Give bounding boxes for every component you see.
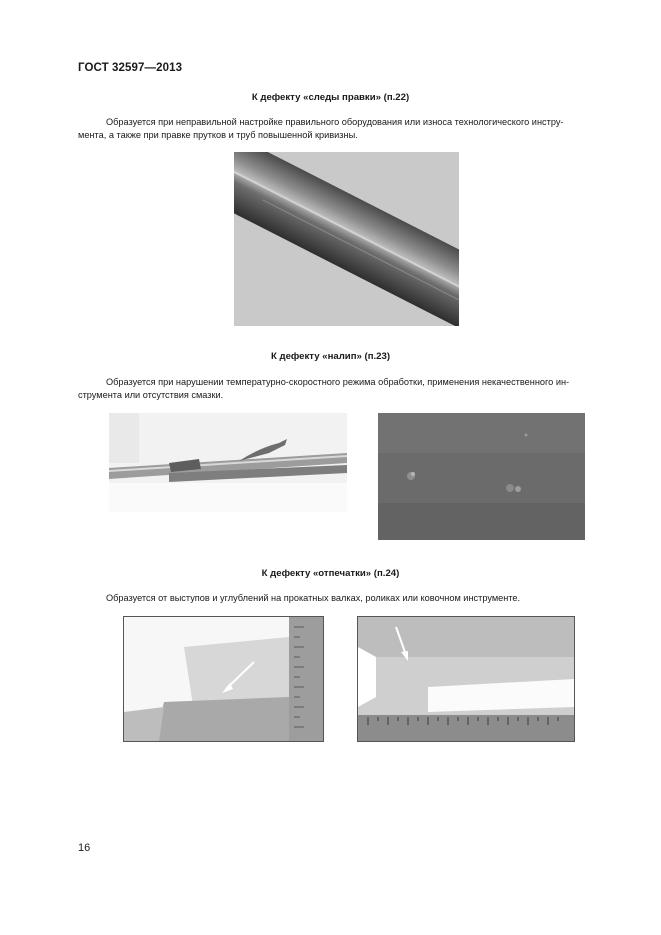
section-text-23 xyxy=(78,376,587,402)
straightening-marks-photo xyxy=(234,152,459,326)
imprint-image xyxy=(124,617,323,741)
imprint-defect-photo-1 xyxy=(123,616,324,742)
paragraph-line: Образуется при нарушении температурно-скоростного режима обработки, применения некачественного ин- xyxy=(106,377,570,387)
section-text-24 xyxy=(78,592,587,605)
imprint-image xyxy=(358,617,574,741)
section-heading-23: К дефекту «налип» (п.23) xyxy=(270,351,391,362)
sticking-defect-photo-1 xyxy=(109,413,347,512)
rods-image xyxy=(109,413,347,512)
paragraph-line: Образуется от выступов и углублений на прокатных валках, роликах или ковочном инструменте. xyxy=(106,593,521,603)
sticking-defect-photo-2 xyxy=(378,413,585,540)
paragraph-line: Образуется при неправильной настройке правильного оборудования или износа технологического инстру- xyxy=(106,117,564,127)
page-number: 16 xyxy=(78,842,91,854)
imprint-defect-photo-2 xyxy=(357,616,575,742)
section-heading-24: К дефекту «отпечатки» (п.24) xyxy=(261,568,400,579)
standard-code: ГОСТ 32597—2013 xyxy=(78,62,183,74)
rod-image xyxy=(234,152,459,326)
section-text-22 xyxy=(78,116,587,142)
surface-image xyxy=(378,413,585,540)
section-heading-22: К дефекту «следы правки» (п.22) xyxy=(251,92,410,103)
paragraph-line: мента, а также при правке прутков и труб повышенной кривизны. xyxy=(78,130,358,140)
paragraph-line: струмента или отсутствия смазки. xyxy=(78,390,224,400)
